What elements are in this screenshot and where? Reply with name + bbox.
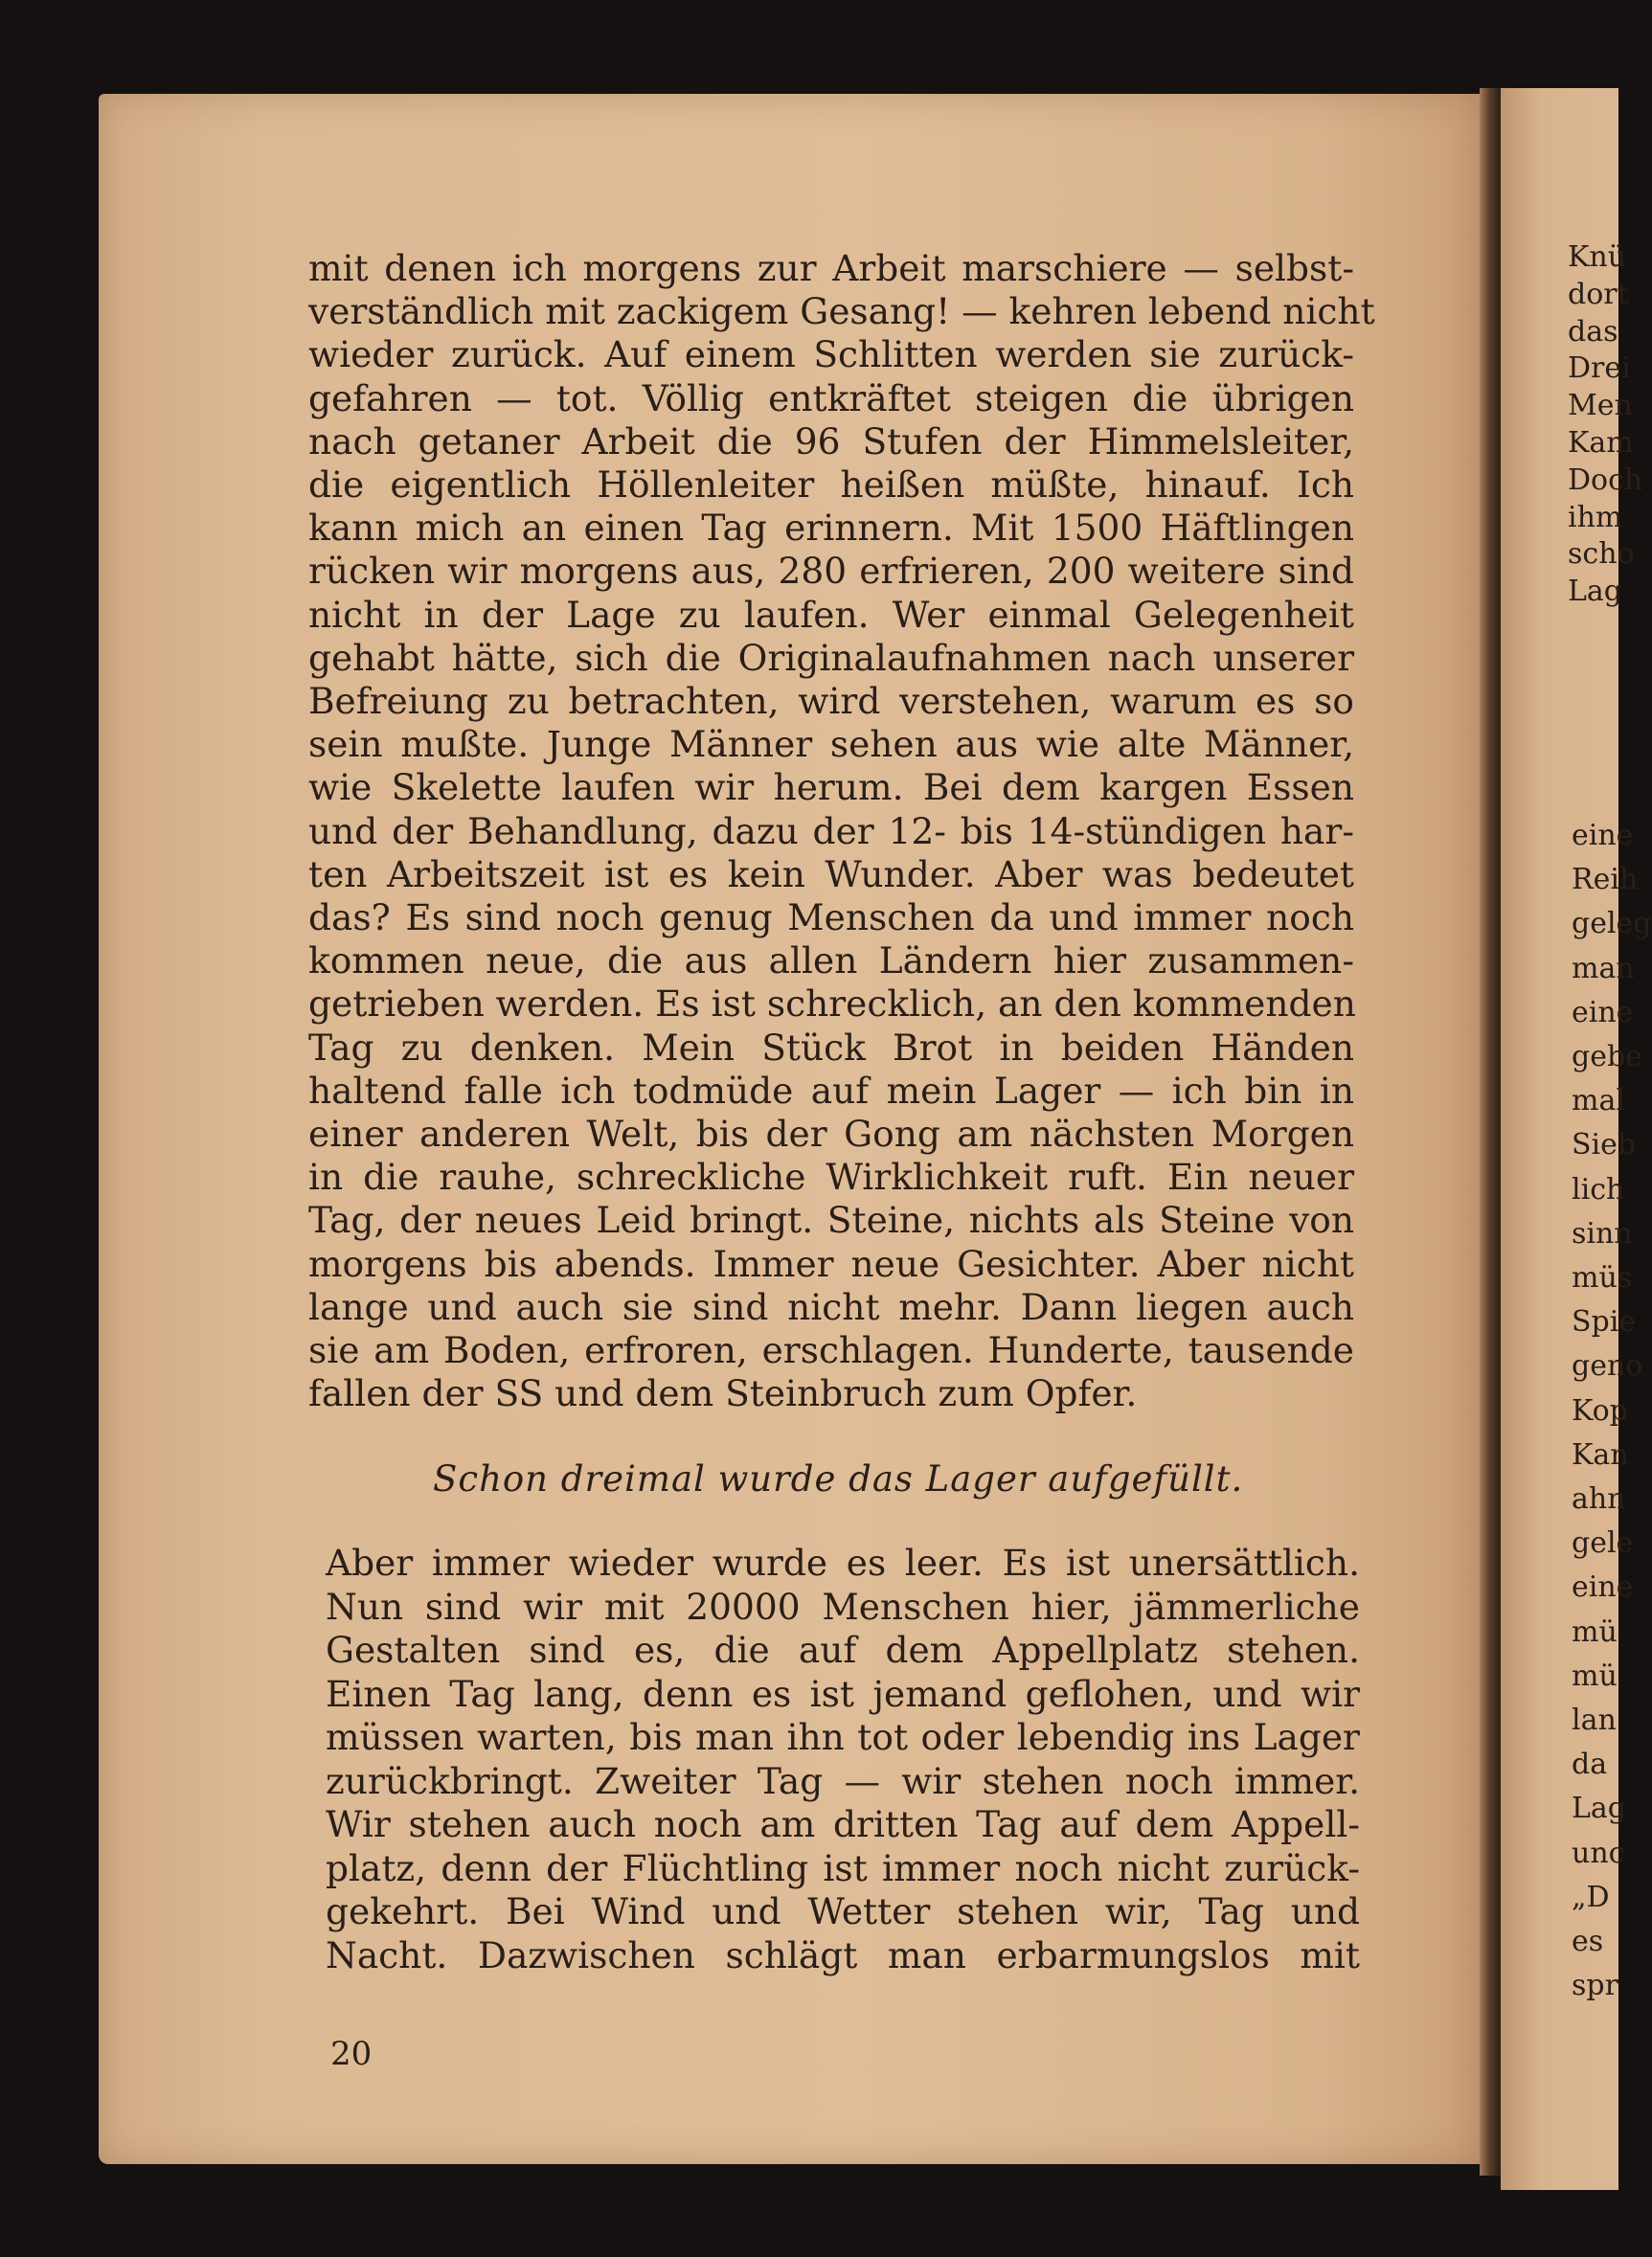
text-line: unc [1572, 1836, 1625, 1870]
text-line: getrieben werden. Es ist schrecklich, an den kommenden [308, 982, 1356, 1026]
text-line: geleg [1572, 907, 1652, 941]
text-line: fallen der SS und dem Steinbruch zum Opfer. [308, 1372, 1138, 1415]
text-line: ihm [1568, 500, 1623, 534]
text-line: Kan [1572, 1437, 1629, 1472]
text-line: eine [1572, 995, 1634, 1029]
text-line: Lag [1568, 575, 1623, 609]
text-line: Spie [1572, 1305, 1637, 1340]
text-line: und der Behandlung, dazu der 12- bis 14-stündigen har- [308, 809, 1354, 852]
text-line: Gestalten sind es, die auf dem Appellplatz stehen. [326, 1629, 1360, 1671]
text-line: es [1572, 1925, 1604, 1959]
text-line: das? Es sind noch genug Menschen da und immer noch [308, 896, 1354, 939]
text-line: Men [1568, 389, 1633, 423]
text-line: gele [1572, 1526, 1634, 1561]
text-line: müssen warten, bis man ihn tot oder lebendig ins Lager [326, 1716, 1360, 1758]
text-line: Reih [1572, 863, 1639, 897]
text-line: sie am Boden, erfroren, erschlagen. Hunderte, tausende [308, 1329, 1354, 1372]
text-line: mit denen ich morgens zur Arbeit marschiere — selbst- [308, 247, 1354, 289]
text-line: gebe [1572, 1040, 1642, 1074]
text-line: da [1572, 1748, 1608, 1782]
text-line: Tag, der neues Leid bringt. Steine, nichts als Steine von [308, 1199, 1354, 1242]
text-line: Nun sind wir mit 20000 Menschen hier, jämmerliche [326, 1585, 1360, 1628]
text-line: gefahren — tot. Völlig entkräftet steigen die übrigen [308, 376, 1354, 419]
text-line: Aber immer wieder wurde es leer. Es ist unersättlich. [326, 1542, 1360, 1584]
main-paragraph [308, 247, 1375, 1415]
text-line: das [1568, 314, 1618, 349]
text-line: Sieb [1572, 1128, 1637, 1162]
text-line: ahn [1572, 1482, 1626, 1517]
text-line: sein mußte. Junge Männer sehen aus wie alte Männer, [308, 723, 1354, 766]
text-line: Tag zu denken. Mein Stück Brot in beiden Händen [308, 1026, 1354, 1069]
text-line: morgens bis abends. Immer neue Gesichter. Aber nicht [308, 1242, 1354, 1285]
text-line: mü [1572, 1659, 1618, 1693]
text-line: haltend falle ich todmüde auf mein Lager — ich bin in [308, 1069, 1354, 1112]
right-page-fragments-bottom [1572, 814, 1652, 2008]
text-line: dort [1568, 277, 1629, 311]
text-line: geno [1572, 1349, 1643, 1384]
text-line: gehabt hätte, sich die Originalaufnahmen nach unserer [308, 636, 1354, 679]
text-line: Einen Tag lang, denn es ist jemand geflohen, und wir [326, 1672, 1360, 1715]
text-line: Kam [1568, 425, 1634, 460]
text-line: nicht in der Lage zu laufen. Wer einmal Gelegenheit [308, 593, 1354, 636]
text-line: in die rauhe, schreckliche Wirklichkeit ruft. Ein neuer [308, 1156, 1354, 1199]
text-line: lan [1572, 1704, 1617, 1738]
text-line: mal [1572, 1084, 1625, 1118]
text-line: eine [1572, 819, 1634, 852]
text-line: wie Skelette laufen wir herum. Bei dem kargen Essen [308, 766, 1354, 809]
text-line: verständlich mit zackigem Gesang! — kehren lebend nicht [308, 290, 1375, 333]
text-line: rücken wir morgens aus, 280 erfrieren, 200 weitere sind [308, 550, 1354, 593]
text-line: platz, denn der Flüchtling ist immer noch nicht zurück- [326, 1846, 1360, 1889]
text-line: lange und auch sie sind nicht mehr. Dann liegen auch [308, 1285, 1354, 1328]
text-line: Drei [1568, 351, 1631, 386]
text-line: Lag [1572, 1792, 1627, 1826]
text-line: man [1572, 951, 1635, 985]
text-line: Nacht. Dazwischen schlägt man erbarmungslos mit [326, 1933, 1360, 1976]
text-line: zurückbringt. Zweiter Tag — wir stehen noch immer. [326, 1759, 1360, 1802]
text-line: Kop [1572, 1393, 1628, 1428]
page-number: 20 [330, 2035, 373, 2073]
text-line: müs [1572, 1261, 1633, 1296]
text-line: spr [1572, 1969, 1618, 2003]
text-line: Wir stehen auch noch am dritten Tag auf dem Appell- [326, 1803, 1360, 1845]
right-page-fragments-top [1568, 239, 1643, 611]
text-line: Knü [1568, 240, 1627, 274]
text-line: Befreiung zu betrachten, wird verstehen, warum es so [308, 680, 1354, 723]
text-line: ten Arbeitszeit ist es kein Wunder. Aber was bedeutet [308, 852, 1354, 895]
text-line: wieder zurück. Auf einem Schlitten werden sie zurück- [308, 333, 1354, 376]
section-subheading: Schon dreimal wurde das Lager aufgefüllt. [433, 1458, 1244, 1500]
text-line: eine [1572, 1570, 1634, 1605]
text-line: Doch [1568, 463, 1643, 497]
text-line: „D [1572, 1880, 1610, 1914]
second-paragraph [326, 1542, 1360, 1977]
text-line: einer anderen Welt, bis der Gong am nächsten Morgen [308, 1113, 1354, 1156]
text-line: scho [1568, 537, 1635, 572]
text-line: gekehrt. Bei Wind und Wetter stehen wir, Tag und [326, 1890, 1360, 1932]
text-line: sinn [1572, 1216, 1633, 1251]
text-line: die eigentlich Höllenleiter heißen müßte, hinauf. Ich [308, 463, 1354, 507]
text-line: kommen neue, die aus allen Ländern hier zusammen- [308, 939, 1354, 982]
text-line: nach getaner Arbeit die 96 Stufen der Himmelsleiter, [308, 419, 1354, 463]
text-line: mü [1572, 1614, 1618, 1649]
text-line: lich [1572, 1172, 1625, 1207]
text-line: kann mich an einen Tag erinnern. Mit 1500 Häftlingen [308, 507, 1354, 550]
book-gutter [1480, 88, 1501, 2176]
